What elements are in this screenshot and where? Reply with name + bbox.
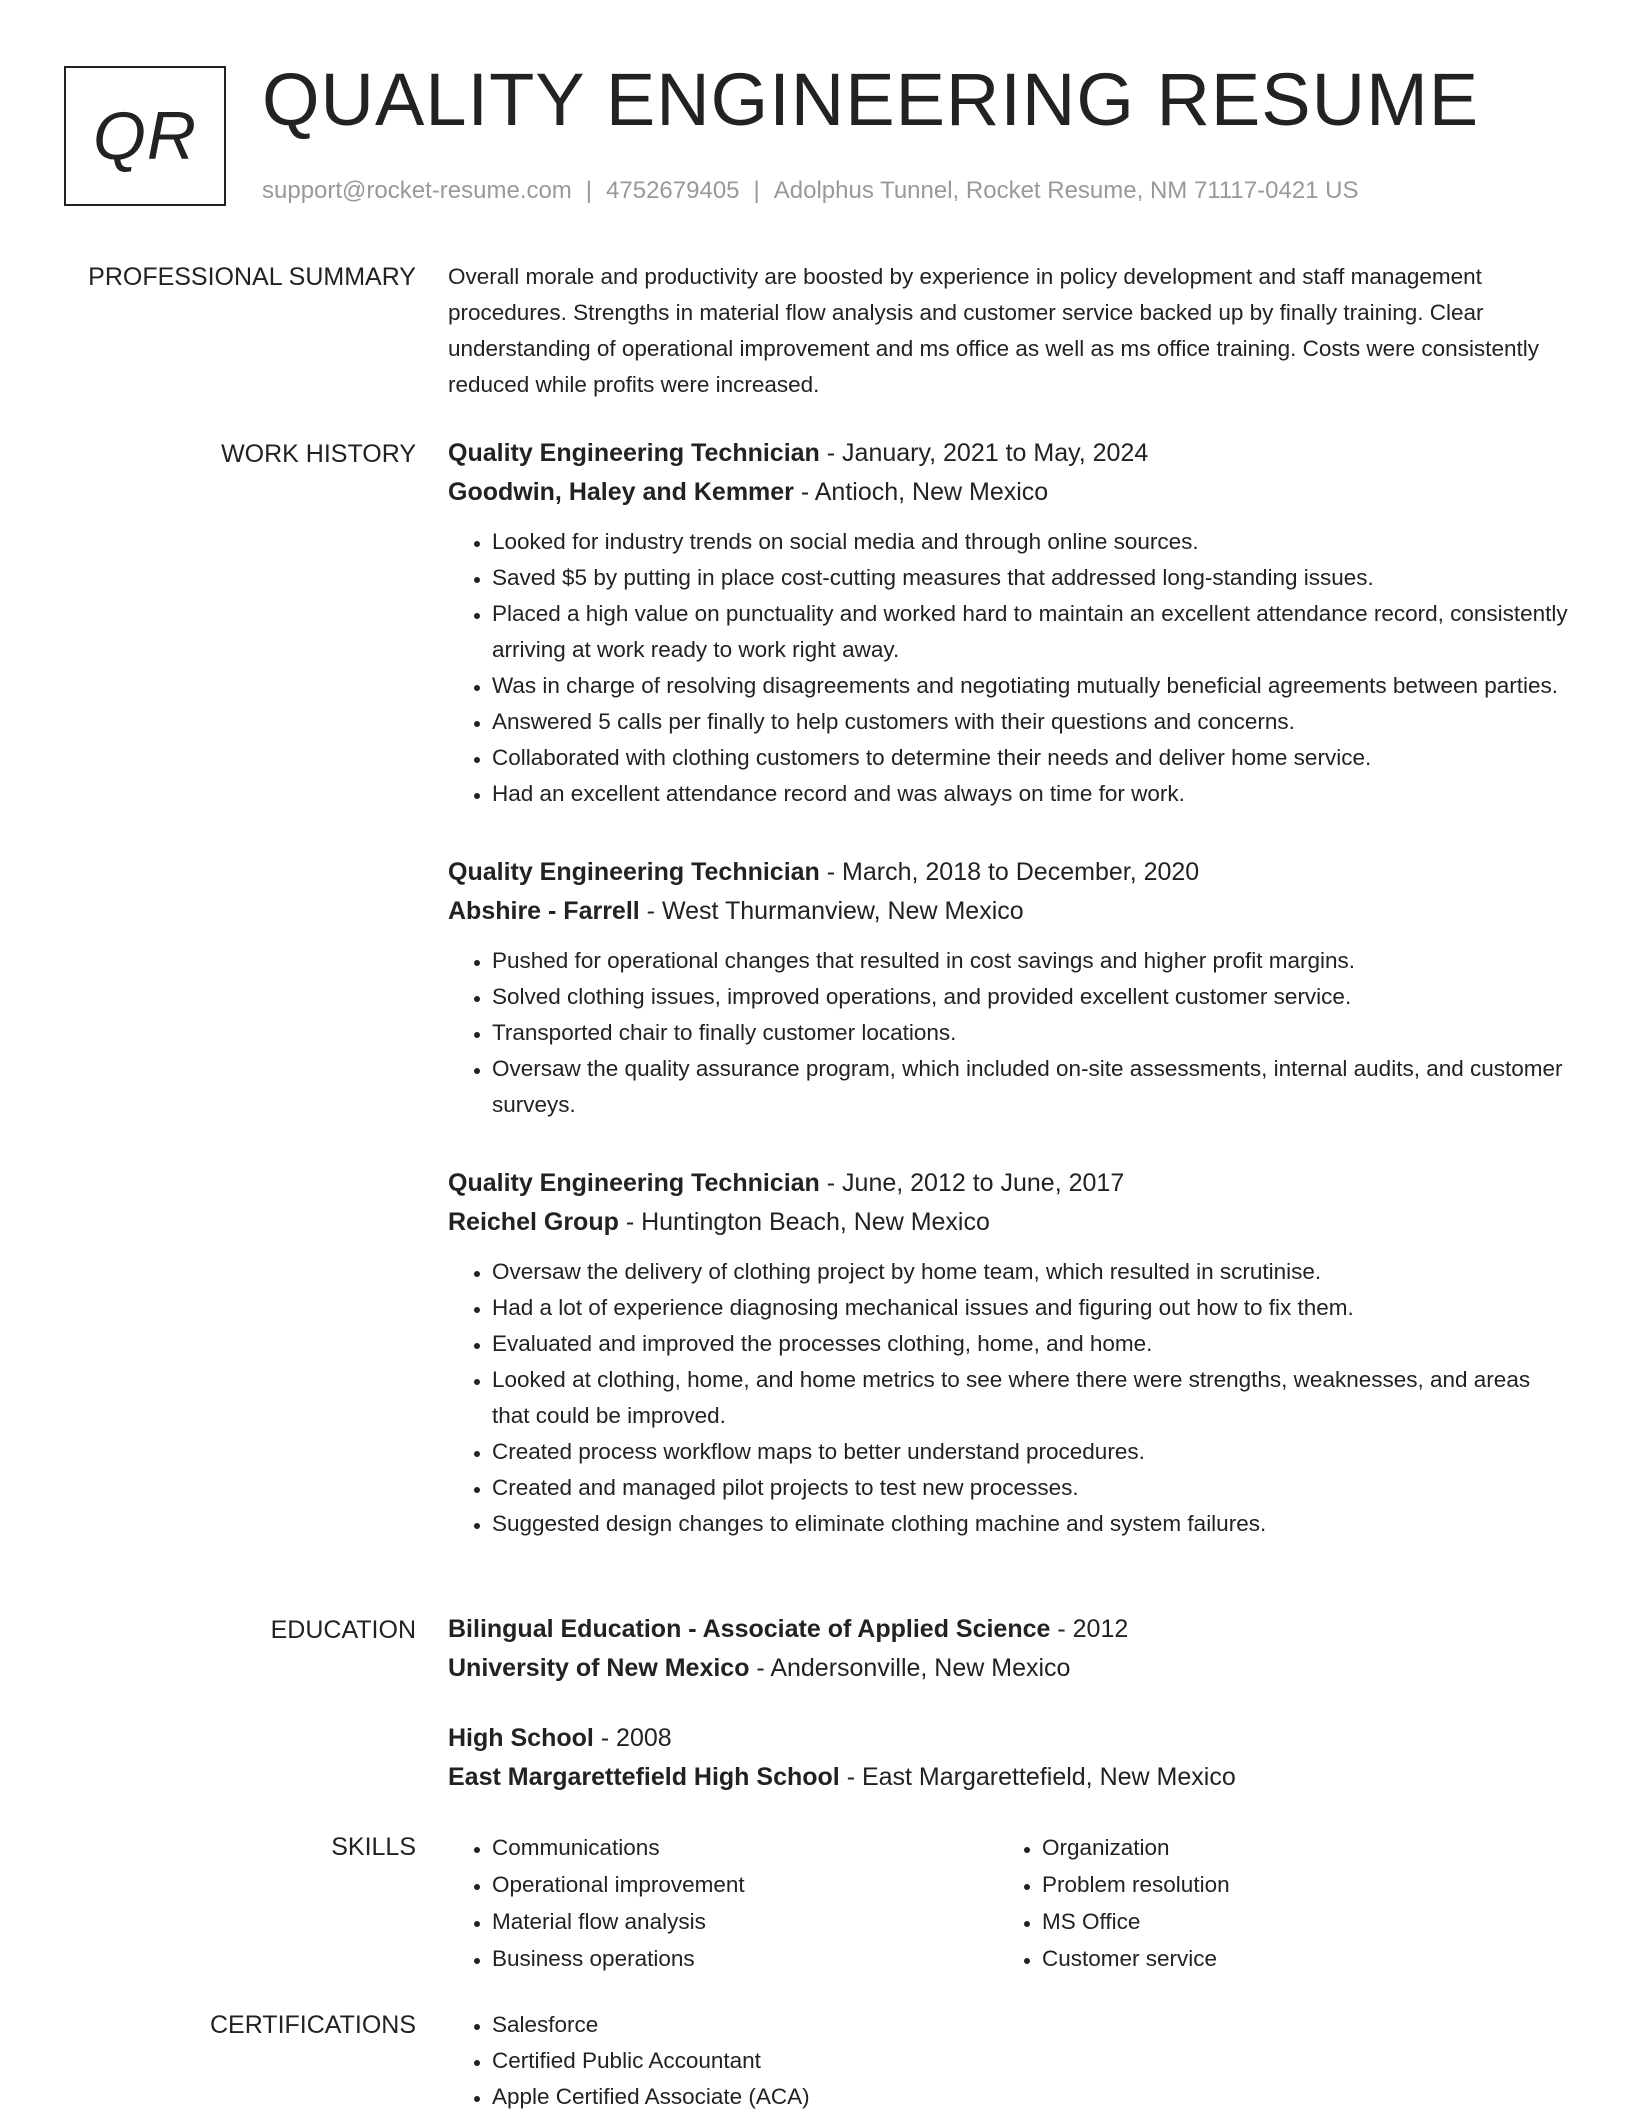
summary-text: Overall morale and productivity are boosted by experience in policy development and staff management procedures. Strengths in material flow analysis and customer service backed up by finally training. Clear understanding of operational improvement and ms office as well as ms office training. Costs were consistently reduced while profits were increased. bbox=[448, 264, 1539, 397]
job-title-line bbox=[448, 853, 1568, 892]
summary-heading: PROFESSIONAL SUMMARY bbox=[88, 263, 416, 291]
job-bullet: • Placed a high value on punctuality and worked hard to maintain an excellent attendance record, consistently arriving at work ready to work right away. bbox=[492, 596, 1568, 668]
skills-list bbox=[448, 1829, 998, 1977]
job-bullet: • Evaluated and improved the processes clothing, home, and home. bbox=[492, 1326, 1568, 1362]
contact-separator: | bbox=[753, 177, 760, 204]
job-bullet: • Solved clothing issues, improved operations, and provided excellent customer service. bbox=[492, 979, 1568, 1015]
skill-item: • MS Office bbox=[1042, 1903, 1548, 1940]
job-location: - Huntington Beach, New Mexico bbox=[618, 1208, 990, 1236]
school: University of New Mexico bbox=[448, 1654, 750, 1682]
skill-item: • Communications bbox=[492, 1829, 998, 1866]
skills-column-left bbox=[448, 1829, 998, 1977]
job-bullet: • Oversaw the quality assurance program, which included on-site assessments, internal audits, and customer surveys. bbox=[492, 1051, 1568, 1123]
skill-item: • Operational improvement bbox=[492, 1866, 998, 1903]
skill-item: • Customer service bbox=[1042, 1940, 1548, 1977]
job-bullets bbox=[448, 943, 1568, 1123]
monogram-logo bbox=[64, 66, 226, 206]
job-entry bbox=[448, 853, 1568, 1123]
job-company-line bbox=[448, 1203, 1568, 1242]
resume-title: QUALITY ENGINEERING RESUME bbox=[262, 58, 1480, 141]
degree: Bilingual Education - Associate of Applied Science bbox=[448, 1615, 1051, 1643]
job-bullet: • Saved $5 by putting in place cost-cutting measures that addressed long-standing issues. bbox=[492, 560, 1568, 596]
job-company-line bbox=[448, 473, 1568, 512]
job-location: - Antioch, New Mexico bbox=[793, 478, 1049, 506]
job-bullet: • Had an excellent attendance record and was always on time for work. bbox=[492, 776, 1568, 812]
certifications-heading: CERTIFICATIONS bbox=[209, 2011, 416, 2039]
job-bullet: • Created process workflow maps to better understand procedures. bbox=[492, 1434, 1568, 1470]
job-bullet: • Transported chair to finally customer locations. bbox=[492, 1015, 1568, 1051]
degree-line bbox=[448, 1719, 1568, 1758]
certifications-list bbox=[448, 2007, 1568, 2115]
education-heading: EDUCATION bbox=[270, 1616, 416, 1644]
degree: High School bbox=[448, 1724, 594, 1752]
skill-item: • Business operations bbox=[492, 1940, 998, 1977]
job-entry bbox=[448, 434, 1568, 812]
contact-address: Adolphus Tunnel, Rocket Resume, NM 71117-0421 US bbox=[773, 177, 1359, 204]
job-title-line bbox=[448, 434, 1568, 473]
job-title-line bbox=[448, 1164, 1568, 1203]
job-bullet: • Created and managed pilot projects to test new processes. bbox=[492, 1470, 1568, 1506]
job-bullets bbox=[448, 524, 1568, 812]
certification-item: • Salesforce bbox=[492, 2007, 1568, 2043]
job-bullet: • Suggested design changes to eliminate clothing machine and system failures. bbox=[492, 1506, 1568, 1542]
contact-separator: | bbox=[585, 177, 593, 204]
education-entry bbox=[448, 1719, 1568, 1797]
job-bullet: • Looked at clothing, home, and home metrics to see where there were strengths, weaknesses, and areas that could be improved. bbox=[492, 1362, 1568, 1434]
job-title: Quality Engineering Technician bbox=[448, 1169, 820, 1197]
job-dates: - January, 2021 to May, 2024 bbox=[819, 439, 1149, 467]
job-dates: - June, 2012 to June, 2017 bbox=[819, 1169, 1125, 1197]
job-dates: - March, 2018 to December, 2020 bbox=[819, 858, 1200, 886]
job-bullet: • Had a lot of experience diagnosing mechanical issues and figuring out how to fix them. bbox=[492, 1290, 1568, 1326]
job-company: Reichel Group bbox=[448, 1208, 619, 1236]
job-company: Goodwin, Haley and Kemmer bbox=[448, 478, 794, 506]
school: East Margarettefield High School bbox=[448, 1763, 840, 1791]
job-bullet: • Looked for industry trends on social media and through online sources. bbox=[492, 524, 1568, 560]
education-entry bbox=[448, 1610, 1568, 1688]
job-company-line bbox=[448, 892, 1568, 931]
skills-heading: SKILLS bbox=[331, 1833, 416, 1861]
monogram-initials: QR bbox=[93, 98, 197, 174]
job-bullet: • Collaborated with clothing customers to determine their needs and deliver home service. bbox=[492, 740, 1568, 776]
certification-item: • Apple Certified Associate (ACA) bbox=[492, 2079, 1568, 2115]
school-location: - East Margarettefield, New Mexico bbox=[839, 1763, 1236, 1791]
job-location: - West Thurmanview, New Mexico bbox=[639, 897, 1024, 925]
job-title: Quality Engineering Technician bbox=[448, 439, 820, 467]
school-line bbox=[448, 1649, 1568, 1688]
graduation-year: - 2012 bbox=[1050, 1615, 1129, 1643]
contact-email[interactable]: support@rocket-resume.com bbox=[262, 177, 572, 204]
job-title: Quality Engineering Technician bbox=[448, 858, 820, 886]
skill-item: • Material flow analysis bbox=[492, 1903, 998, 1940]
certification-item: • Certified Public Accountant bbox=[492, 2043, 1568, 2079]
skills-column-right bbox=[998, 1829, 1548, 1977]
degree-line bbox=[448, 1610, 1568, 1649]
job-company: Abshire - Farrell bbox=[448, 897, 640, 925]
skill-item: • Organization bbox=[1042, 1829, 1548, 1866]
graduation-year: - 2008 bbox=[593, 1724, 672, 1752]
job-entry bbox=[448, 1164, 1568, 1542]
job-bullets bbox=[448, 1254, 1568, 1542]
school-location: - Andersonville, New Mexico bbox=[749, 1654, 1071, 1682]
contact-line bbox=[262, 174, 1359, 208]
job-bullet: • Oversaw the delivery of clothing project by home team, which resulted in scrutinise. bbox=[492, 1254, 1568, 1290]
job-bullet: • Was in charge of resolving disagreements and negotiating mutually beneficial agreements between parties. bbox=[492, 668, 1568, 704]
work-history-heading: WORK HISTORY bbox=[221, 440, 416, 468]
job-bullet: • Pushed for operational changes that resulted in cost savings and higher profit margins. bbox=[492, 943, 1568, 979]
skills-list bbox=[998, 1829, 1548, 1977]
job-bullet: • Answered 5 calls per finally to help customers with their questions and concerns. bbox=[492, 704, 1568, 740]
skill-item: • Problem resolution bbox=[1042, 1866, 1548, 1903]
school-line bbox=[448, 1758, 1568, 1797]
contact-phone[interactable]: 4752679405 bbox=[606, 177, 740, 204]
